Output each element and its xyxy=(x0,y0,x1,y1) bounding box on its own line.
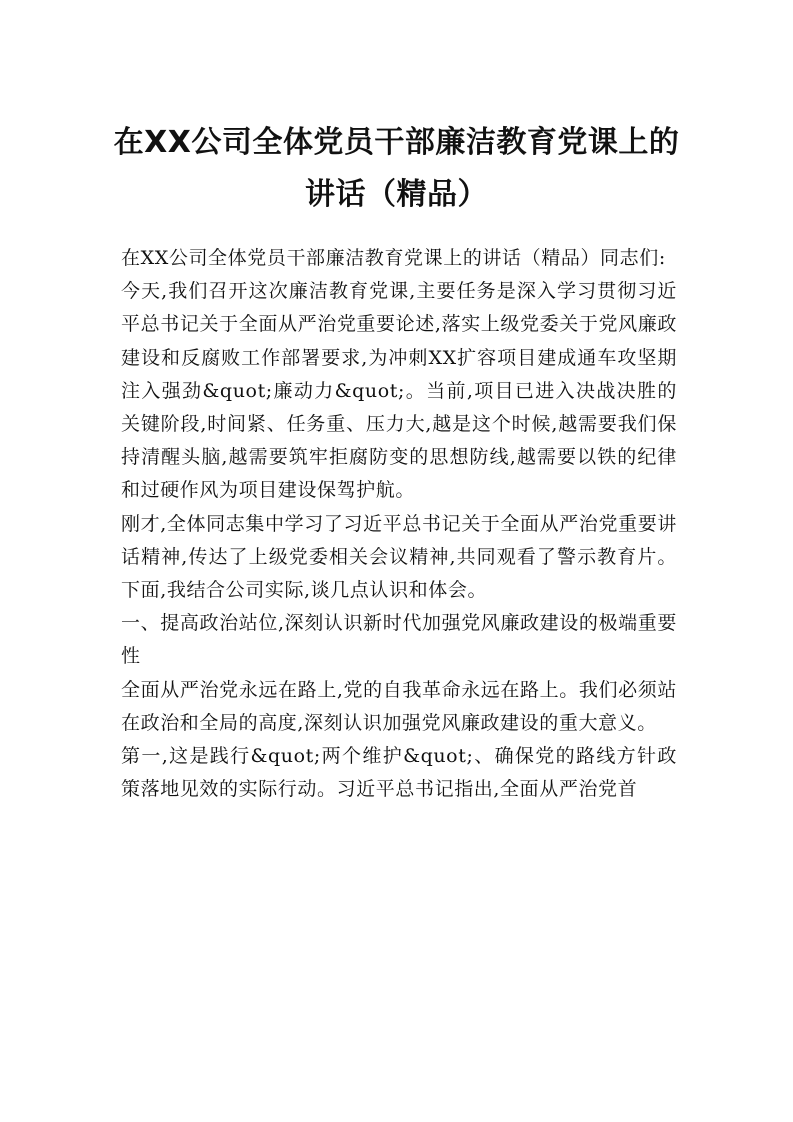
paragraph-opening: 今天,我们召开这次廉洁教育党课,主要任务是深入学习贯彻习近平总书记关于全面从严治党重要论述,落实上级党委关于党风廉政建设和反腐败工作部署要求,为冲刺XX扩容项目建成通车攻坚期注入强劲&quot;廉动力&quot;。当前,项目已进入决战决胜的关键阶段,时间紧、任务重、压力大,越是这个时候,越需要我们保持清醒头脑,越需要筑牢拒腐防变的思想防线,越需要以铁的纪律和过硬作风为项目建设保驾护航。 xyxy=(121,280,677,502)
paragraph-point-1: 第一,这是践行&quot;两个维护&quot;、确保党的路线方针政策落地见效的实际行动。习近平总书记指出,全面从严治党首 xyxy=(121,745,677,801)
title-line-1: 在XX公司全体党员干部廉洁教育党课上的 xyxy=(113,125,680,160)
title-line-2: 讲话（精品） xyxy=(305,177,488,212)
document-title xyxy=(100,117,693,221)
document-body xyxy=(121,242,677,806)
section-heading-1: 一、提高政治站位,深刻认识新时代加强党风廉政建设的极端重要性 xyxy=(121,612,677,668)
paragraph-section-1: 全面从严治党永远在路上,党的自我革命永远在路上。我们必须站在政治和全局的高度,深刻认识加强党风廉政建设的重大意义。 xyxy=(121,678,677,734)
paragraph-intro: 在XX公司全体党员干部廉洁教育党课上的讲话（精品）同志们: xyxy=(121,247,666,269)
paragraph-summary: 刚才,全体同志集中学习了习近平总书记关于全面从严治党重要讲话精神,传达了上级党委相关会议精神,共同观看了警示教育片。下面,我结合公司实际,谈几点认识和体会。 xyxy=(121,512,677,602)
